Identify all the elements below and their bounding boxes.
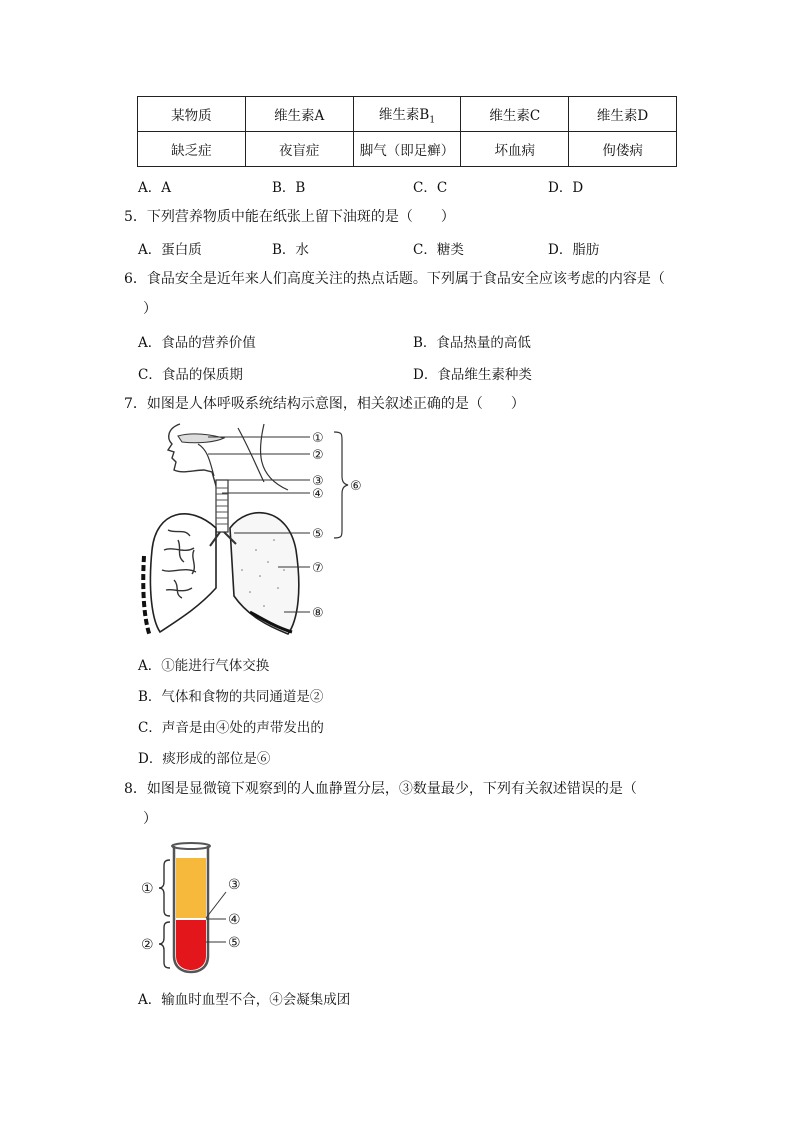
table-header-row (138, 97, 677, 132)
table-cell: 维生素A (245, 97, 353, 132)
q8-stem-end: ） (143, 811, 157, 827)
q5-option-d: D．脂肪 (548, 242, 600, 258)
brace-6 (334, 432, 348, 538)
label-6: ⑥ (350, 479, 362, 494)
label-4: ④ (312, 487, 324, 502)
label-2: ② (141, 937, 154, 953)
q6-option-a: A．食品的营养价值 (138, 335, 256, 351)
respiratory-system-diagram (138, 420, 378, 638)
plasma-layer (176, 858, 206, 918)
label-5: ⑤ (228, 935, 241, 951)
q7-option-a: A．①能进行气体交换 (138, 658, 270, 674)
label-7: ⑦ (312, 561, 324, 576)
q4-option-b: B．B (272, 180, 306, 196)
blood-tube-diagram (138, 836, 258, 976)
table-cell: 脚气（即足癣） (353, 132, 461, 167)
table-cell: 缺乏症 (138, 132, 246, 167)
vitamin-table (137, 96, 677, 167)
q4-option-c: C．C (413, 180, 448, 196)
blood-cell-layer (176, 920, 206, 970)
subscript: 1 (429, 115, 436, 126)
table-cell: 夜盲症 (245, 132, 353, 167)
brace-2 (159, 922, 170, 968)
q7-option-b: B．气体和食物的共同通道是② (138, 689, 324, 705)
q7-stem: 7．如图是人体呼吸系统结构示意图，相关叙述正确的是（ ） (124, 396, 525, 412)
neck-back (238, 428, 264, 482)
table-cell: 某物质 (138, 97, 246, 132)
label-3: ③ (228, 877, 241, 893)
q7-option-d: D．痰形成的部位是⑥ (138, 751, 271, 767)
table-cell: 坏血病 (461, 132, 569, 167)
q6-option-c: C．食品的保质期 (138, 367, 243, 383)
number-labels (312, 431, 362, 621)
table-cell: 佝偻病 (569, 132, 677, 167)
q7-option-c: C．声音是由④处的声带发出的 (138, 720, 324, 736)
label-2: ② (312, 448, 324, 463)
tube-rim (172, 843, 210, 849)
q5-option-c: C．糖类 (413, 242, 464, 258)
label-1: ① (312, 431, 324, 446)
q6-stem: 6．食品安全是近年来人们高度关注的热点话题。下列属于食品安全应该考虑的内容是（ (124, 271, 665, 287)
q5-stem: 5．下列营养物质中能在纸张上留下油斑的是（ ） (124, 209, 455, 225)
label-5: ⑤ (312, 527, 324, 542)
q6-option-b: B．食品热量的高低 (413, 335, 531, 351)
q6-stem-end: ） (143, 301, 157, 317)
table-cell: 维生素C (461, 97, 569, 132)
q4-option-a: A．A (138, 180, 171, 196)
q4-option-d: D．D (548, 180, 584, 196)
right-lung (230, 513, 299, 634)
table-cell (353, 97, 461, 132)
nasal-cavity (178, 434, 224, 443)
table-row (138, 132, 677, 167)
q5-option-b: B．水 (272, 242, 309, 258)
label-8: ⑧ (312, 606, 324, 621)
q8-stem: 8．如图是显微镜下观察到的人血静置分层，③数量最少，下列有关叙述错误的是（ (124, 781, 637, 797)
q8-option-a: A．输血时血型不合，④会凝集成团 (138, 992, 351, 1008)
label-4: ④ (228, 912, 241, 928)
label-3: ③ (312, 474, 324, 489)
table-cell: 维生素D (569, 97, 677, 132)
brace-1 (159, 860, 170, 916)
q5-option-a: A．蛋白质 (138, 242, 202, 258)
table-cell-text: 维生素B (378, 106, 430, 123)
q6-option-d: D．食品维生素种类 (413, 367, 532, 383)
chest-wall-left (143, 556, 150, 636)
label-1: ① (141, 881, 154, 897)
